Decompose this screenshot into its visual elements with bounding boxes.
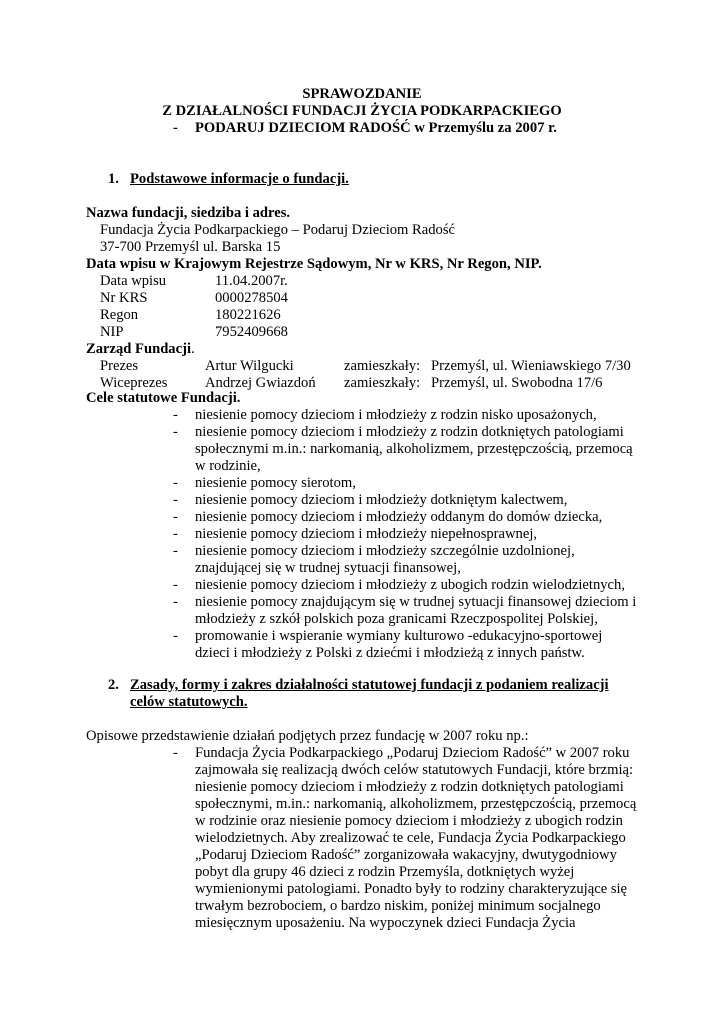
description-line: społecznymi, m.in.: narkomanią, alkoholizmem, przestępczością, przemocą [195, 796, 637, 812]
description-line: pobyt dla grupy 46 dzieci z rodzin Przemyśla, dotkniętych wyżej [195, 864, 575, 880]
krs-row-label: Data wpisu [100, 273, 167, 289]
board-address: Przemyśl, ul. Swobodna 17/6 [431, 375, 603, 391]
goal-line: w rodzinie, [195, 458, 261, 474]
description-line: w rodzinie oraz niesienie pomocy dzieciom i młodzieży z ubogich rodzin [195, 813, 623, 829]
goal-line: znajdującej się w trudnej sytuacji finansowej, [195, 560, 461, 576]
goal-line: niesienie pomocy sierotom, [195, 475, 356, 491]
foundation-address: 37-700 Przemyśl ul. Barska 15 [100, 239, 281, 255]
description-line: Fundacja Życia Podkarpackiego „Podaruj Dzieciom Radość” w 2007 roku [195, 745, 630, 761]
title-line-1: SPRAWOZDANIE [302, 86, 422, 102]
goal-line: promowanie i wspieranie wymiany kulturowo -edukacyjno-sportowej [195, 628, 603, 644]
krs-row-value: 11.04.2007r. [215, 273, 288, 289]
goal-line: niesienie pomocy dzieciom i młodzieży dotkniętym kalectwem, [195, 492, 568, 508]
goal-line: niesienie pomocy dzieciom i młodzieży szczególnie uzdolnionej, [195, 543, 575, 559]
description-line: zajmowała się realizacją dwóch celów statutowych Fundacji, które brzmią: [195, 762, 634, 778]
goal-line: niesienie pomocy dzieciom i młodzieży z ubogich rodzin wielodzietnych, [195, 577, 625, 593]
description-line: „Podaruj Dzieciom Radość” zorganizowała wakacyjny, dwutygodniowy [195, 847, 617, 863]
list-dash: - [173, 475, 178, 491]
goal-line: niesienie pomocy dzieciom i młodzieży z rodzin dotkniętych patologiami [195, 424, 624, 440]
description-line: wielodzietnych. Aby zrealizować te cele, Fundacja Życia Podkarpackiego [195, 830, 626, 846]
board-name: Artur Wilgucki [205, 358, 294, 374]
title-line-3: PODARUJ DZIECIOM RADOŚĆ w Przemyślu za 2007 r. [195, 120, 557, 136]
list-dash: - [173, 526, 178, 542]
list-dash: - [173, 628, 178, 644]
board-name: Andrzej Gwiazdoń [205, 375, 316, 391]
title-dash: - [173, 120, 178, 136]
goal-line: społecznymi m.in.: narkomanią, alkoholizmem, przestępczością, przemocą [195, 441, 633, 457]
board-role: Wiceprezes [100, 375, 168, 391]
section-2-number: 2. [108, 677, 119, 693]
board-role: Prezes [100, 358, 139, 374]
list-dash: - [173, 577, 178, 593]
description-line: trwałym bezrobociem, o bardzo niskim, poniżej minimum socjalnego [195, 898, 601, 914]
board-heading: Zarząd Fundacji [86, 341, 191, 357]
description-line: niesienie pomocy dzieciom i młodzieży z rodzin dotkniętych patologiami [195, 779, 624, 795]
krs-row-label: NIP [100, 324, 124, 340]
list-dash: - [173, 492, 178, 508]
list-dash: - [173, 594, 178, 610]
board-heading-wrap [86, 341, 195, 358]
list-dash: - [173, 407, 178, 423]
goals-heading: Cele statutowe Fundacji. [86, 390, 241, 406]
krs-row-value: 180221626 [215, 307, 281, 323]
list-dash: - [173, 543, 178, 559]
goal-line: niesienie pomocy dzieciom i młodzieży niepełnosprawnej, [195, 526, 538, 542]
board-heading-dot: . [191, 341, 195, 357]
description-intro: Opisowe przedstawienie działań podjętych przez fundację w 2007 roku np.: [86, 728, 529, 744]
krs-heading: Data wpisu w Krajowym Rejestrze Sądowym, Nr w KRS, Nr Regon, NIP. [86, 256, 542, 272]
list-dash: - [173, 745, 178, 761]
title-line-2: Z DZIAŁALNOŚCI FUNDACJI ŻYCIA PODKARPACKIEGO [162, 103, 562, 119]
goal-line: niesienie pomocy dzieciom i młodzieży oddanym do domów dziecka, [195, 509, 603, 525]
board-lives: zamieszkały: [344, 375, 421, 391]
section-2-heading-line-2: celów statutowych. [130, 694, 248, 710]
list-dash: - [173, 509, 178, 525]
board-address: Przemyśl, ul. Wieniawskiego 7/30 [431, 358, 631, 374]
krs-row-value: 0000278504 [215, 290, 288, 306]
description-line: wymienionymi patologiami. Ponadto były to rodziny charakteryzujące się [195, 881, 628, 897]
krs-row-label: Nr KRS [100, 290, 148, 306]
goal-line: niesienie pomocy znajdującym się w trudnej sytuacji finansowej dzieciom i [195, 594, 637, 610]
goal-line: młodzieży z szkół polskich poza granicami Rzeczpospolitej Polskiej, [195, 611, 598, 627]
section-1-heading: Podstawowe informacje o fundacji. [130, 171, 349, 187]
board-lives: zamieszkały: [344, 358, 421, 374]
section-2-heading-line-1: Zasady, formy i zakres działalności statutowej fundacji z podaniem realizacji [130, 677, 609, 693]
list-dash: - [173, 424, 178, 440]
description-line: miesięcznym uposażeniu. Na wypoczynek dzieci Fundacja Życia [195, 915, 576, 931]
name-heading: Nazwa fundacji, siedziba i adres. [86, 205, 291, 221]
krs-row-label: Regon [100, 307, 139, 323]
krs-row-value: 7952409668 [215, 324, 288, 340]
goal-line: dzieci i młodzieży z Polski z dziećmi i młodzieżą z innych państw. [195, 645, 585, 661]
section-1-number: 1. [108, 171, 119, 187]
goal-line: niesienie pomocy dzieciom i młodzieży z rodzin nisko uposażonych, [195, 407, 597, 423]
foundation-name: Fundacja Życia Podkarpackiego – Podaruj Dzieciom Radość [100, 222, 456, 238]
